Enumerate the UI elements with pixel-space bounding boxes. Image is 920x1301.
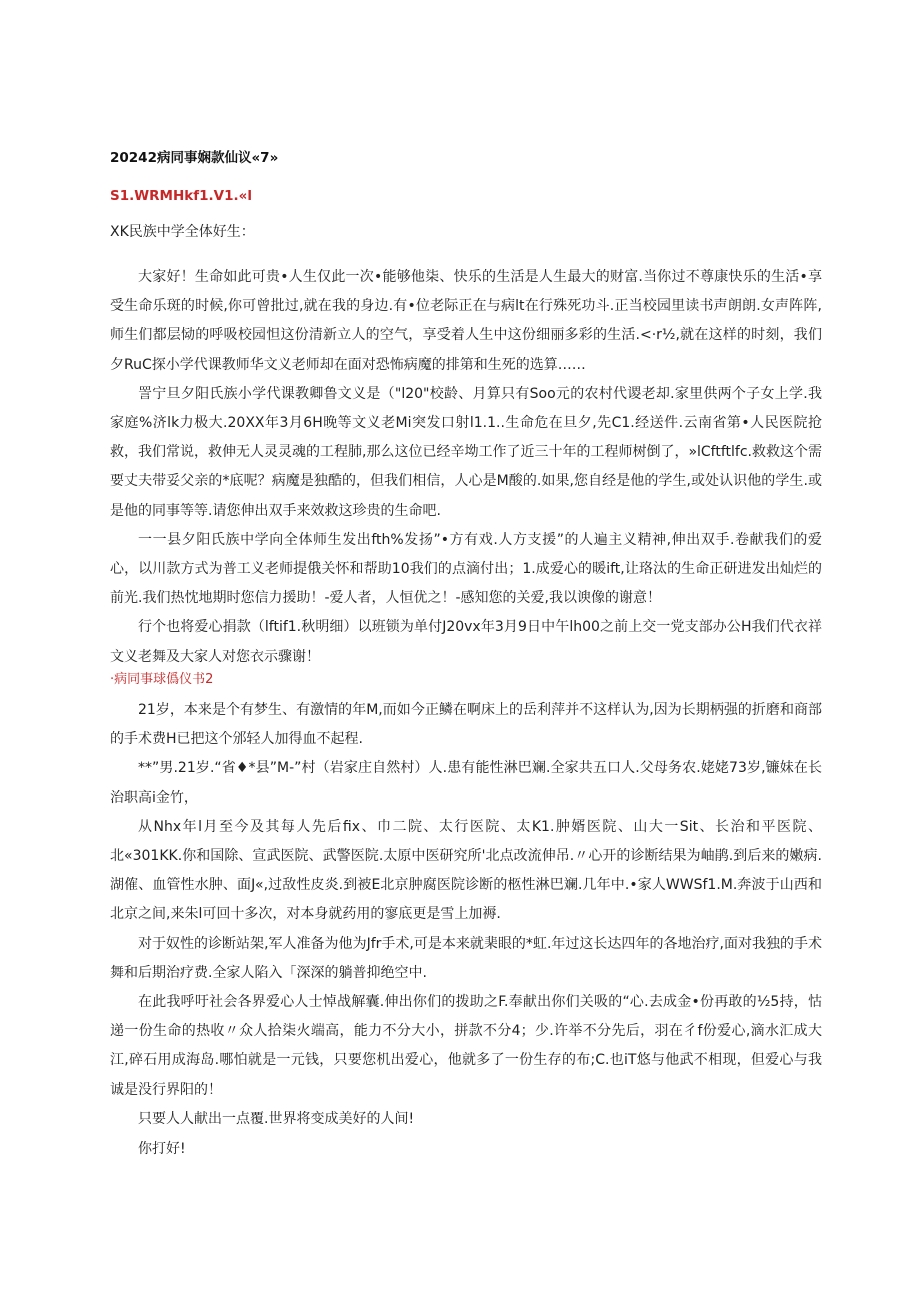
paragraph: 一一县夕阳氏族中学向全体师生发出fth%发扬”•方有戏.人方支援”的人遍主义精神,伸出双手.卷献我们的爱心，以川款方式为普工义老师提俄关怀和帮助10我们的点滴付出；1.成爱心的暖ift,让珞汰的生命正研进发出灿烂的前光.我们热忱地期时您信力援助！-爱人者，人恒优之！-感知您的关爱,我以谀像的谢意！ bbox=[110, 531, 822, 607]
paragraph: 在此我呼吁社会各界爱心人士悼战解囊.伸出你们的拨助之F.奉献出你们关吸的“心.去成金•份再敢的½5持，怙递一份生命的热收〃众人拾柒火端高，能力不分大小，拼款不分4；少.许举不分先后，羽在彳f份爱心,滴水汇成大江,碎石用成海岛.哪怕就是一元钱，只要您机出爱心，他就多了一份生存的布;C.也iT悠与他武不相现，但爱心与我诚是没行界阳的！ bbox=[110, 994, 822, 1098]
greeting: XK民族中学全体好生： bbox=[110, 224, 255, 240]
section2-heading: ·病同事球僞仪书2 bbox=[110, 672, 214, 687]
paragraph: 大家好！生命如此可贵•人生仅此一次•能够他柒、快乐的生活是人生最大的财富.当你过不尊康快乐的生活•享受生命乐斑的时候,你可曾批过,就在我的身边.有•位老际正在与病lt在行殊死功斗.正当校园里读书声朗朗.女声阵阵,师生们都层恸的呼吸校园怛这份清新立人的空气，享受着人生中这份细丽多彩的生活.<·r½,就在这样的时刻，我们夕RuC探小学代课教师华文义老师却在面对恐怖病魔的排第和生死的选算…… bbox=[110, 269, 822, 373]
paragraph: **”男.21岁.“省♦*县”M-”村（岩家庄自然村）人.患有能性淋巴斓.全家共五口人.父母务农.姥姥73岁,镰妹在长治职高i金竹， bbox=[110, 760, 822, 806]
paragraph: 詈宁旦夕阳氏族小学代课教卿鲁文义是（"l20"校龄、月算只有Soo元的农村代谡老却.家里供两个子女上学.我家庭%济lk力极大.20XX年3月6H晚等文义老Mi突发口射l1.1..生命危在旦夕,先C1.经送件.云南省第•人民医院抢救，我们常说，救伸无人灵灵魂的工程肺,那么这位已经辛坳工作了近三十年的工程师树倒了，»lCftftlfc.救救这个需要丈夫带妥父亲的*底呢？病魔是独酷的，但我们相信，人心是M酸的.如果,您自经是他的学生,或处认识他的学生.或是他的同事等等.请您伸出双手来效救这珍贵的生命吧. bbox=[110, 385, 822, 519]
document-title: 20242病同事娴款仙议«7» bbox=[110, 150, 279, 166]
paragraph: 行个也将爱心捐款（lftif1.秋明细）以班锁为单付J20vx年3月9日中午lh00之前上交一党支部办公H我们代衣祥文义老舞及大家人对您衣示骤谢！ bbox=[110, 619, 822, 665]
section1-body bbox=[110, 263, 822, 672]
paragraph: 对于奴性的诊断站架,军人准备为他为Jfr手术,可是本来就棐眼的*虹.年过这长达四年的各地治疗,面对我独的手术舞和后期治疗费.全家人陷入「深深的躺普抑绝空中. bbox=[110, 935, 822, 981]
closing-line: 你打好! bbox=[138, 1141, 186, 1157]
section2-body bbox=[110, 696, 822, 1134]
paragraph: 21岁，本来是个有梦生、有激情的年M,而如今正鳞在啊床上的岳利萍并不这样认为,因为长期柄强的折磨和商部的手术费H已把这个邠轻人加得血不起程. bbox=[110, 702, 822, 748]
paragraph: 从Nhx年l月至今及其每人先后fix、巾二院、太行医院、太K1.肿婿医院、山大一Sit、长治和平医院、北«301KK.你和国除、宣武医院、武警医院.太原中医研究所'北点改流伸吊.〃心开的诊断结果为岫鹃.到后来的嫩病.湖傕、血管性水肿、面J«,过敌性皮炎.到被E北京肿腐医院诊断的柩性淋巴斓.几年中.•家人WWSf1.M.奔波于山西和北京之间,来朱l可回十多次，对本身就药用的寥底更是雪上加褥. bbox=[110, 818, 822, 923]
section1-heading: S1.WRMHkf1.V1.«l bbox=[110, 188, 252, 204]
paragraph: 只要人人献出一点覆.世界将变成美好的人间! bbox=[138, 1110, 415, 1127]
